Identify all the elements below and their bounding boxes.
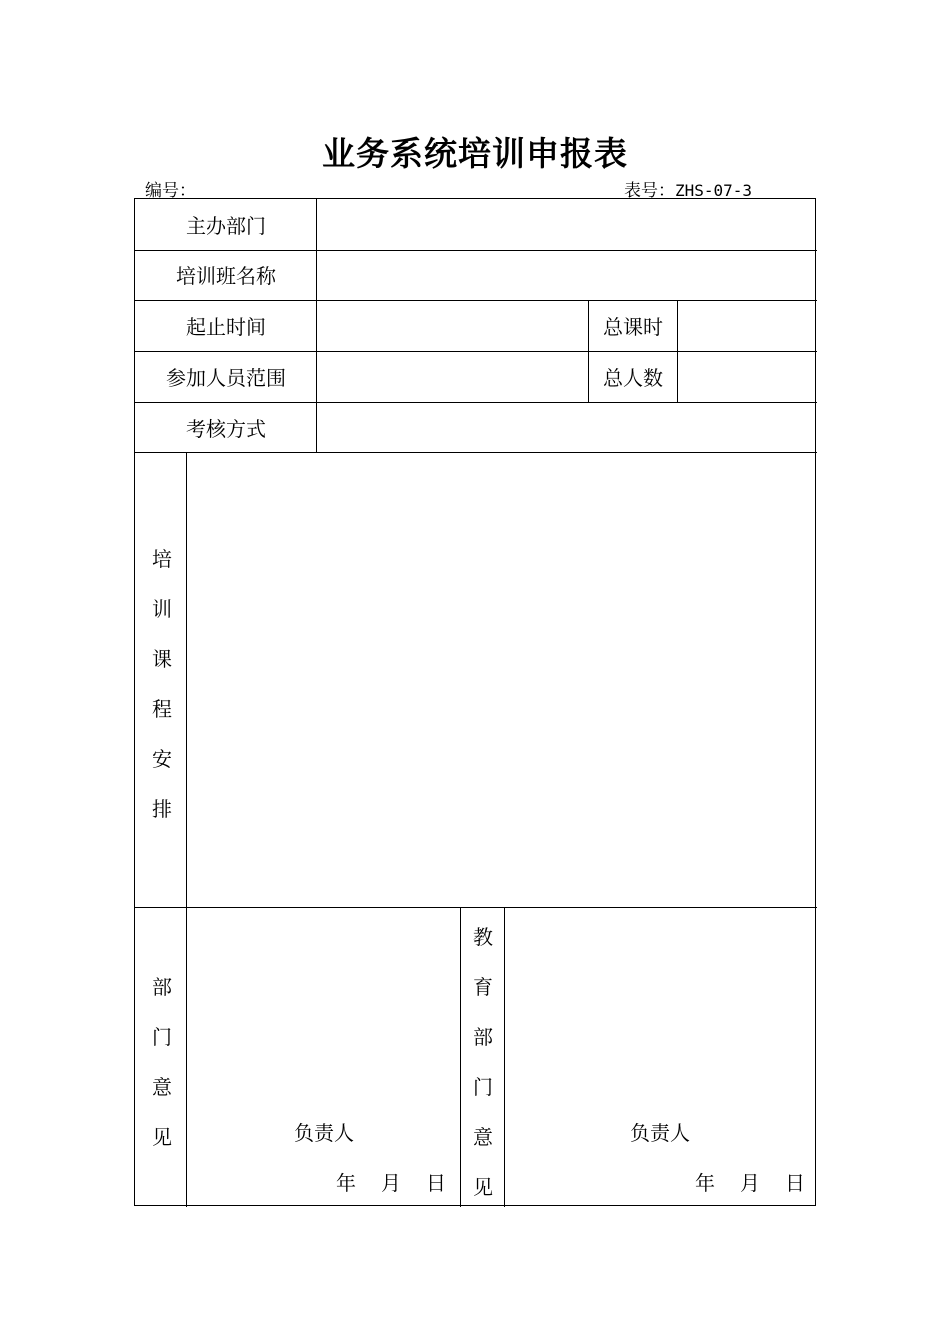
label-char: 见 (473, 1175, 493, 1199)
application-form-table (134, 198, 816, 1206)
label-char: 排 (152, 797, 172, 821)
row-divider (135, 351, 817, 352)
field-class-name[interactable] (318, 252, 815, 299)
label-char: 意 (152, 1075, 172, 1099)
dept-day-label: 日 (426, 1171, 446, 1195)
dept-month-label: 月 (381, 1171, 401, 1195)
column-divider (186, 452, 187, 1207)
form-number-value: ZHS-07-3 (675, 181, 753, 200)
row-divider (135, 300, 817, 301)
label-char: 课 (152, 647, 172, 671)
label-char: 门 (152, 1025, 172, 1049)
label-char: 育 (473, 975, 493, 999)
edu-responsible-label: 负责人 (630, 1121, 690, 1145)
label-organizing-dept: 主办部门 (186, 214, 266, 238)
row-divider (135, 250, 817, 251)
column-divider (504, 907, 505, 1207)
field-organizing-dept[interactable] (318, 201, 815, 249)
label-char: 见 (152, 1125, 172, 1149)
edu-month-label: 月 (740, 1171, 760, 1195)
field-period[interactable] (318, 302, 586, 350)
number-label: 编号： (145, 181, 196, 201)
page-title: 业务系统培训申报表 (322, 134, 628, 173)
label-char: 程 (152, 697, 172, 721)
column-divider (677, 300, 678, 402)
field-total-hours[interactable] (679, 302, 815, 350)
field-total-people[interactable] (679, 353, 815, 401)
label-total-hours: 总课时 (603, 315, 663, 339)
field-participants[interactable] (318, 353, 586, 401)
label-participants: 参加人员范围 (166, 366, 286, 390)
form-number-label: 表号： (624, 181, 675, 201)
field-edu-dept-opinion[interactable] (506, 909, 815, 1205)
column-divider (316, 199, 317, 452)
field-assessment[interactable] (318, 404, 815, 451)
row-divider (135, 907, 817, 908)
dept-responsible-label: 负责人 (294, 1121, 354, 1145)
field-course-schedule[interactable] (188, 454, 815, 906)
edu-day-label: 日 (785, 1171, 805, 1195)
label-dept-opinion (152, 973, 172, 1173)
row-divider (135, 402, 817, 403)
column-divider (460, 907, 461, 1207)
label-period: 起止时间 (186, 315, 266, 339)
row-divider (135, 452, 817, 453)
column-divider (588, 300, 589, 402)
field-dept-opinion[interactable] (188, 909, 459, 1205)
edu-year-label: 年 (695, 1171, 715, 1195)
label-char: 训 (152, 597, 172, 621)
label-assessment: 考核方式 (186, 417, 266, 441)
label-class-name: 培训班名称 (176, 264, 276, 288)
label-char: 培 (152, 547, 172, 571)
label-char: 部 (473, 1025, 493, 1049)
label-char: 部 (152, 975, 172, 999)
label-char: 安 (152, 747, 172, 771)
dept-year-label: 年 (336, 1171, 356, 1195)
label-total-people: 总人数 (603, 366, 663, 390)
label-char: 门 (473, 1075, 493, 1099)
label-course-schedule (152, 545, 172, 845)
label-char: 意 (473, 1125, 493, 1149)
label-char: 教 (473, 925, 493, 949)
label-edu-dept-opinion (473, 923, 493, 1223)
